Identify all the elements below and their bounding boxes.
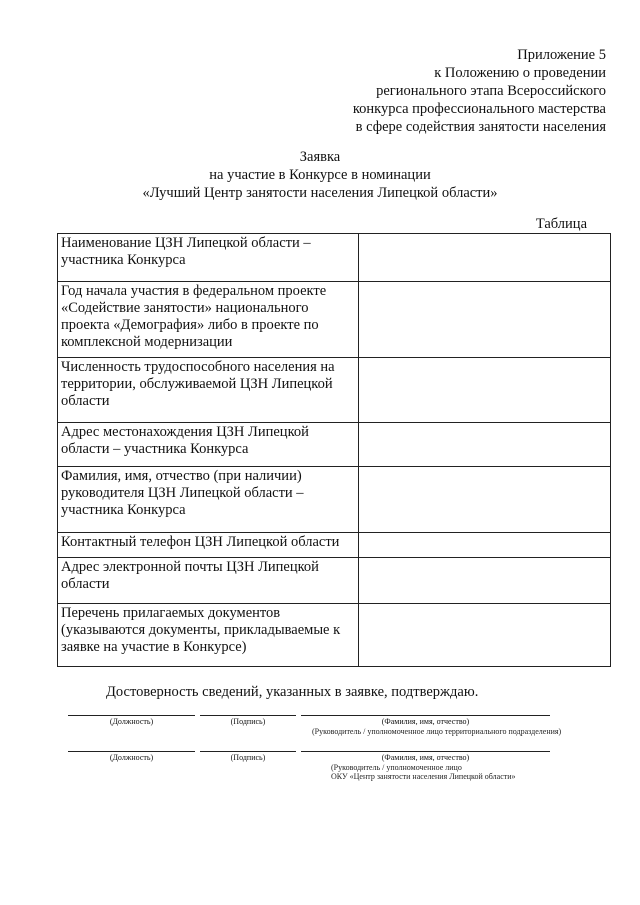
- title-line-3: «Лучший Центр занятости населения Липецкой области»: [142, 185, 498, 201]
- appendix-header: [353, 46, 606, 136]
- row-value-field[interactable]: [359, 558, 611, 604]
- row-label: Наименование ЦЗН Липецкой области – участника Конкурса: [58, 234, 359, 282]
- appendix-line: конкурса профессионального мастерства: [352, 101, 606, 117]
- name-caption: (Фамилия, имя, отчество): [381, 717, 470, 726]
- table-row: [58, 234, 611, 282]
- row-label: Перечень прилагаемых документов (указываются документы, прикладываемые к заявке на участие в Конкурсе): [58, 604, 359, 667]
- appendix-line: к Положению о проведении: [434, 65, 606, 81]
- title-line-1: Заявка: [299, 149, 341, 165]
- table-row: [58, 423, 611, 467]
- name-caption: (Фамилия, имя, отчество): [381, 753, 470, 762]
- row-value-field[interactable]: [359, 533, 611, 558]
- table-row: [58, 558, 611, 604]
- table-row: [58, 358, 611, 423]
- name-line[interactable]: [301, 715, 550, 716]
- row-label: Фамилия, имя, отчество (при наличии) руководителя ЦЗН Липецкой области – участника Конкурса: [58, 467, 359, 533]
- position-line[interactable]: [68, 715, 195, 716]
- appendix-line: Приложение 5: [517, 47, 606, 63]
- role-caption: (Руководитель / уполномоченное лицо: [331, 763, 462, 772]
- signature-caption: (Подпись): [230, 753, 266, 762]
- table-label: Таблица: [535, 216, 587, 232]
- application-table: [57, 233, 611, 667]
- document-title: [0, 148, 640, 202]
- position-caption: (Должность): [109, 717, 154, 726]
- row-value-field[interactable]: [359, 423, 611, 467]
- table-row: [58, 533, 611, 558]
- name-line[interactable]: [301, 751, 550, 752]
- confirmation-text: Достоверность сведений, указанных в заявке, подтверждаю.: [106, 684, 479, 700]
- appendix-line: в сфере содействия занятости населения: [355, 119, 606, 135]
- signature-line[interactable]: [200, 715, 296, 716]
- row-label: Год начала участия в федеральном проекте «Содействие занятости» национального проекта «Демография» либо в проекте по комплексной модернизации: [58, 282, 359, 358]
- signature-line[interactable]: [200, 751, 296, 752]
- row-label: Численность трудоспособного населения на территории, обслуживаемой ЦЗН Липецкой области: [58, 358, 359, 423]
- row-value-field[interactable]: [359, 282, 611, 358]
- signature-caption: (Подпись): [230, 717, 266, 726]
- table-row: [58, 604, 611, 667]
- row-label: Адрес местонахождения ЦЗН Липецкой области – участника Конкурса: [58, 423, 359, 467]
- role-caption: (Руководитель / уполномоченное лицо территориального подразделения): [312, 727, 562, 736]
- appendix-line: регионального этапа Всероссийского: [376, 83, 606, 99]
- position-line[interactable]: [68, 751, 195, 752]
- row-label: Контактный телефон ЦЗН Липецкой области: [58, 533, 359, 558]
- table-row: [58, 282, 611, 358]
- table-row: [58, 467, 611, 533]
- row-value-field[interactable]: [359, 358, 611, 423]
- row-label: Адрес электронной почты ЦЗН Липецкой области: [58, 558, 359, 604]
- row-value-field[interactable]: [359, 467, 611, 533]
- position-caption: (Должность): [109, 753, 154, 762]
- organization-caption: ОКУ «Центр занятости населения Липецкой области»: [331, 772, 516, 781]
- row-value-field[interactable]: [359, 234, 611, 282]
- title-line-2: на участие в Конкурсе в номинации: [209, 167, 431, 183]
- row-value-field[interactable]: [359, 604, 611, 667]
